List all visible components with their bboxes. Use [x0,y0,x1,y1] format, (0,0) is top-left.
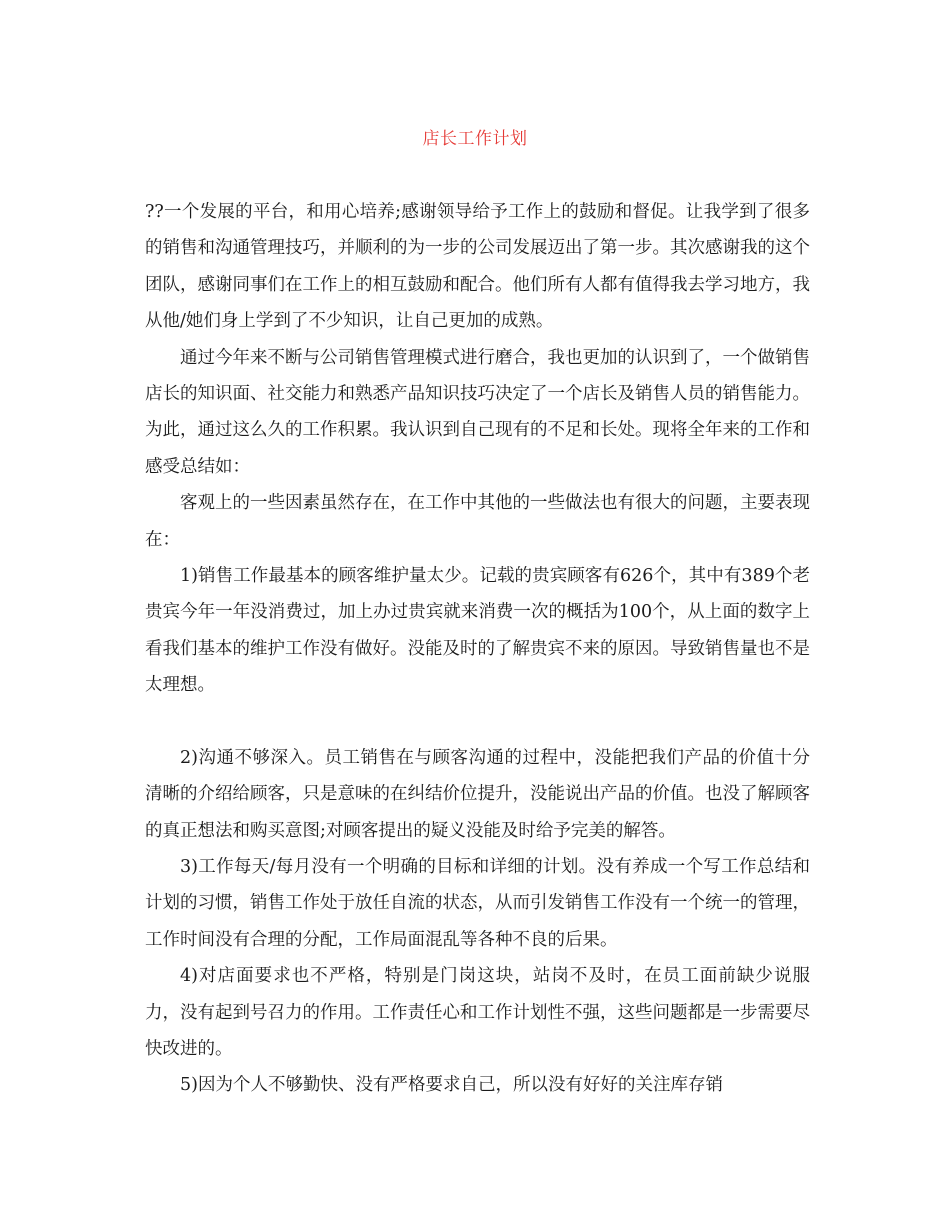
paragraph-problem-3: 3)工作每天/每月没有一个明确的目标和详细的计划。没有养成一个写工作总结和计划的习惯，销售工作处于放任自流的状态，从而引发销售工作没有一个统一的管理，工作时间没有合理的分配，工作局面混乱等各种不良的后果。 [145,856,810,950]
paragraph-intro: ??一个发展的平台，和用心培养;感谢领导给予工作上的鼓励和督促。让我学到了很多的销售和沟通管理技巧，并顺利的为一步的公司发展迈出了第一步。其次感谢我的这个团队，感谢同事们在工作上的相互鼓励和配合。他们所有人都有值得我去学习地方，我从他/她们身上学到了不少知识，让自己更加的成熟。 [145,202,810,332]
paragraph-problem-1: 1)销售工作最基本的顾客维护量太少。记载的贵宾顾客有626个，其中有389个老贵宾今年一年没消费过，加上办过贵宾就来消费一次的概括为100个，从上面的数字上看我们基本的维护工作没有做好。没能及时的了解贵宾不来的原因。导致销售量也不是太理想。 [145,566,810,696]
paragraph-problem-2: 2)沟通不够深入。员工销售在与顾客沟通的过程中，没能把我们产品的价值十分清晰的介绍给顾客，只是意味的在纠结价位提升，没能说出产品的价值。也没了解顾客的真正想法和购买意图;对顾客提出的疑义没能及时给予完美的解答。 [145,747,810,841]
paragraph-problems-intro: 客观上的一些因素虽然存在，在工作中其他的一些做法也有很大的问题，主要表现在： [145,493,810,550]
document-body [145,194,810,1104]
paragraph-problem-4: 4)对店面要求也不严格，特别是门岗这块，站岗不及时，在员工面前缺少说服力，没有起到号召力的作用。工作责任心和工作计划性不强，这些问题都是一步需要尽快改进的。 [145,966,810,1059]
paragraph-spacer [145,704,810,740]
paragraph-reflection: 通过今年来不断与公司销售管理模式进行磨合，我也更加的认识到了，一个做销售店长的知识面、社交能力和熟悉产品知识技巧决定了一个店长及销售人员的销售能力。为此，通过这么久的工作积累。我认识到自己现有的不足和长处。现将全年来的工作和感受总结如： [145,347,810,477]
document-title: 店长工作计划 [422,129,528,149]
paragraph-problem-5: 5)因为个人不够勤快、没有严格要求自己，所以没有好好的关注库存销 [180,1075,723,1096]
